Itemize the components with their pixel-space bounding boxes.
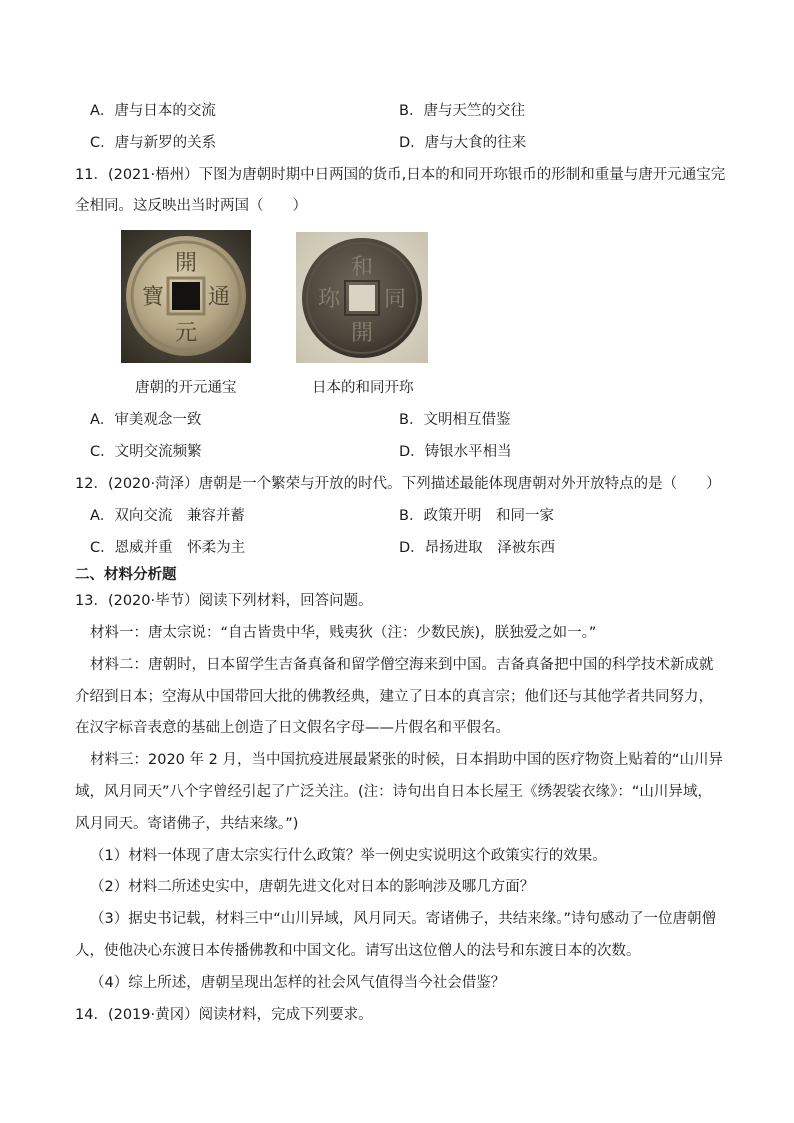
- coin-char-bottom: 開: [350, 321, 374, 346]
- q13-subquestion-2: （2）材料二所述史实中，唐朝先进文化对日本的影响涉及哪几方面？: [90, 879, 535, 895]
- section-heading: 二、材料分析题: [75, 567, 177, 583]
- q10-option-c: C．唐与新罗的关系: [90, 135, 217, 151]
- coin-char-top: 開: [174, 251, 198, 276]
- q13-material-3-line1: 材料三：2020 年 2 月，当中国抗疫进展最紧张的时候，日本捐助中国的医疗物资上贴着的“山川异: [90, 752, 723, 768]
- coin-char-bottom: 元: [174, 321, 198, 346]
- q13-subquestion-3-line1: （3）据史书记载，材料三中“山川异域，风月同天。寄诸佛子，共结来缘。”诗句感动了一位唐朝僧: [90, 911, 716, 927]
- caption-kaiyuan: 唐朝的开元通宝: [135, 380, 237, 396]
- q12-option-a: A．双向交流 兼容并蓄: [90, 508, 245, 524]
- q13-material-3-line3: 风月同天。寄诸佛子，共结来缘。”): [75, 816, 299, 832]
- caption-wado: 日本的和同开珎: [312, 380, 414, 396]
- q11-option-b: B．文明相互借鉴: [399, 412, 511, 428]
- q12-option-c: C．恩威并重 怀柔为主: [90, 540, 246, 556]
- coin-char-right: 同: [383, 287, 407, 312]
- q14-stem: 14．(2019·黄冈）阅读材料，完成下列要求。: [75, 1007, 373, 1023]
- q13-subquestion-1: （1）材料一体现了唐太宗实行什么政策？举一例史实说明这个政策实行的效果。: [90, 848, 607, 864]
- q11-option-d: D．铸银水平相当: [399, 444, 512, 460]
- q11-stem-line1: 11．(2021·梧州）下图为唐朝时期中日两国的货币,日本的和同开珎银币的形制和重量与唐开元通宝完: [75, 167, 726, 183]
- q12-stem: 12．(2020·菏泽）唐朝是一个繁荣与开放的时代。下列描述最能体现唐朝对外开放特点的是（ ）: [75, 476, 721, 492]
- q13-material-1: 材料一：唐太宗说：“自古皆贵中华，贱夷狄（注：少数民族)，朕独爱之如一。”: [90, 625, 597, 641]
- kaiyuan-tongbao-coin-image: [121, 230, 251, 363]
- coin-char-right: 通: [207, 285, 231, 310]
- coin-char-left: 珎: [317, 287, 341, 312]
- q11-option-c: C．文明交流频繁: [90, 444, 202, 460]
- q13-material-2-line3: 在汉字标音表意的基础上创造了日文假名字母——片假名和平假名。: [75, 720, 510, 736]
- q10-option-a: A．唐与日本的交流: [90, 103, 216, 119]
- q13-subquestion-4: （4）综上所述，唐朝呈现出怎样的社会风气值得当今社会借鉴？: [90, 975, 506, 991]
- q13-subquestion-3-line2: 人，使他决心东渡日本传播佛教和中国文化。请写出这位僧人的法号和东渡日本的次数。: [75, 943, 641, 959]
- q13-material-3-line2: 域，风月同天”八个字曾经引起了广泛关注。(注：诗句出自日本长屋王《绣袈裟衣缘》：“山川异域，: [75, 784, 712, 800]
- q12-option-b: B．政策开明 和同一家: [399, 508, 554, 524]
- coin-char-left: 寶: [141, 285, 165, 310]
- q13-stem: 13．(2020·毕节）阅读下列材料，回答问题。: [75, 593, 373, 609]
- wado-kaichin-coin-image: [296, 232, 428, 363]
- q10-option-b: B．唐与天竺的交往: [399, 103, 525, 119]
- q10-option-d: D．唐与大食的往来: [399, 135, 527, 151]
- q13-material-2-line2: 介绍到日本；空海从中国带回大批的佛教经典，建立了日本的真言宗；他们还与其他学者共同努力，: [75, 689, 713, 705]
- q13-material-2-line1: 材料二：唐朝时，日本留学生吉备真备和留学僧空海来到中国。吉备真备把中国的科学技术新成就: [90, 657, 714, 673]
- q11-option-a: A．审美观念一致: [90, 412, 202, 428]
- coin-char-top: 和: [350, 255, 374, 280]
- q11-stem-line2: 全相同。这反映出当时两国（ ）: [75, 198, 307, 214]
- q12-option-d: D．昂扬进取 泽被东西: [399, 540, 556, 556]
